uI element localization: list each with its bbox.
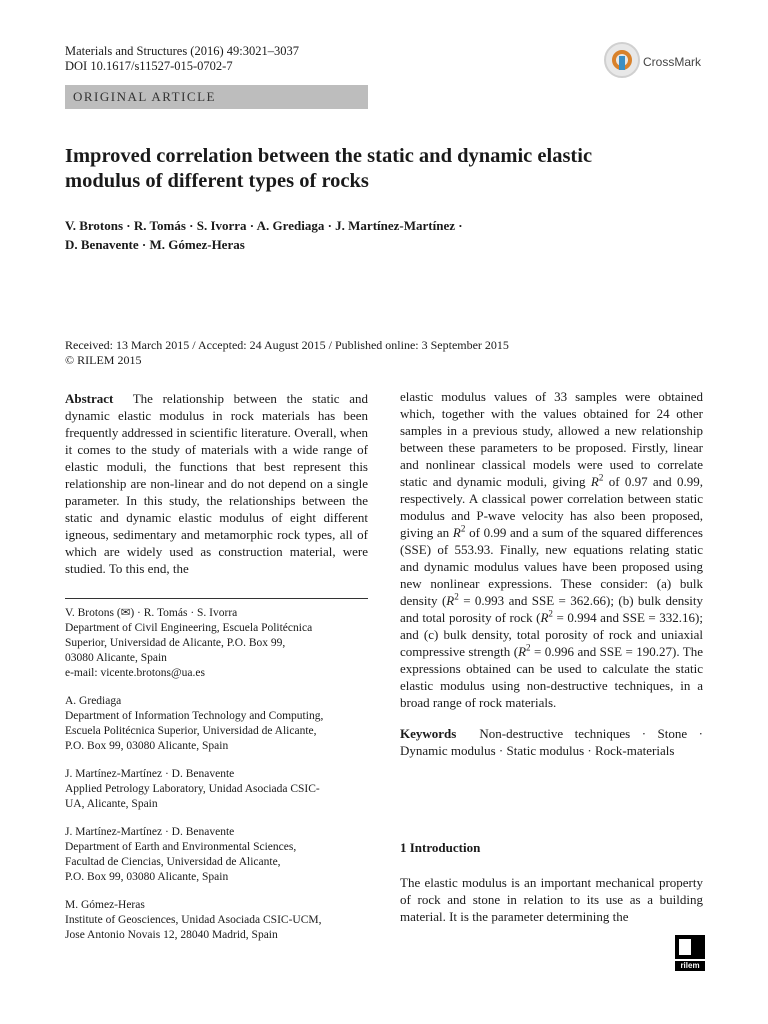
abstract-left-column bbox=[65, 390, 368, 577]
affiliation-line: P.O. Box 99, 03080 Alicante, Spain bbox=[65, 740, 229, 752]
affiliation-line: A. Grediaga bbox=[65, 695, 122, 707]
affiliation-line: M. Gómez-Heras bbox=[65, 899, 145, 911]
affiliation-line: Jose Antonio Novais 12, 28040 Madrid, Spain bbox=[65, 929, 278, 941]
journal-citation: Materials and Structures (2016) 49:3021–3037 bbox=[65, 44, 299, 58]
affiliation-line: Applied Petrology Laboratory, Unidad Asociada CSIC- bbox=[65, 783, 320, 795]
affiliation-block bbox=[65, 694, 368, 754]
affiliation-line: Escuela Politécnica Superior, Universidad de Alicante, bbox=[65, 725, 317, 737]
affiliation-line: Department of Information Technology and Computing, bbox=[65, 710, 324, 722]
affiliation-line: Facultad de Ciencias, Universidad de Alicante, bbox=[65, 856, 281, 868]
keywords-label: Keywords bbox=[400, 726, 457, 741]
abstract-right-column bbox=[400, 388, 703, 759]
affiliation-block bbox=[65, 606, 368, 681]
affiliation-line: J. Martínez-Martínez · D. Benavente bbox=[65, 768, 235, 780]
abstract-text-left: The relationship between the static and dynamic elastic modulus in rock materials has been frequently addressed in scientific literature. Overall, when it comes to the study of materials with a wide range of elastic moduli, the functions that best represent this relationship are non-linear and do not depend on a single parameter. In this study, the relationships between the static and dynamic elastic modulus of eight different igneous, sedimentary and metamorphic rock types, all of which are widely used as construction material, were studied. To this end, the bbox=[65, 391, 369, 576]
copyright-line: © RILEM 2015 bbox=[65, 353, 142, 367]
affiliation-line: Superior, Universidad de Alicante, P.O. Box 99, bbox=[65, 637, 286, 649]
section-heading-introduction: 1 Introduction bbox=[400, 840, 481, 855]
affiliations bbox=[65, 606, 368, 956]
affiliation-line: V. Brotons (✉) · R. Tomás · S. Ivorra bbox=[65, 607, 238, 619]
crossmark-icon bbox=[604, 42, 640, 78]
journal-header bbox=[65, 44, 299, 74]
rilem-logo: rilem bbox=[675, 935, 705, 971]
affiliation-line: UA, Alicante, Spain bbox=[65, 798, 158, 810]
authors-line-2: D. Benavente · M. Gómez-Heras bbox=[65, 237, 245, 252]
affiliation-line: J. Martínez-Martínez · D. Benavente bbox=[65, 826, 235, 838]
authors-line-1: V. Brotons · R. Tomás · S. Ivorra · A. Grediaga · J. Martínez-Martínez · bbox=[65, 218, 463, 233]
affiliation-block bbox=[65, 825, 368, 885]
affiliation-line: Department of Civil Engineering, Escuela Politécnica bbox=[65, 622, 313, 634]
affiliation-line: Department of Earth and Environmental Sciences, bbox=[65, 841, 297, 853]
affiliation-line: 03080 Alicante, Spain bbox=[65, 652, 167, 664]
paper-title bbox=[65, 144, 705, 194]
publication-dates bbox=[65, 338, 705, 368]
crossmark-badge[interactable] bbox=[604, 42, 724, 82]
title-line-1: Improved correlation between the static and dynamic elastic bbox=[65, 145, 593, 167]
keywords-text: Non-destructive techniques · Stone · Dynamic modulus · Static modulus · Rock-materials bbox=[400, 726, 703, 758]
abstract-continuation: elastic modulus values of 33 samples were obtained which, together with the values obtained for 24 other samples in a previous study, allowed a new relationship between these parameters to be proposed. Firstly, linear and nonlinear classical models were used to correlate static and dynamic moduli, giving $R^2$ of 0.97 and 0.99, respectively. A classical power correlation between static modulus and P-wave velocity has also been proposed, giving an $R^2$ of 0.99 and a sum of the squared differences (SSE) of 553.93. Finally, new equations relating static and dynamic modulus values have been proposed using new nonlinear expressions. These consider: (a) bulk density ($R^2 = 0.993$ and SSE = 362.66); (b) bulk density and total porosity of rock ($R^2 = 0.994$ and SSE = 332.16); and (c) bulk density, total porosity of rock and uniaxial compressive strength ($R^2 = 0.996$ and SSE = 190.27). The expressions obtained can be used to calculate the static elastic modulus using non-destructive techniques, in a broad range of rock materials. bbox=[400, 389, 703, 710]
introduction-text: The elastic modulus is an important mechanical property of rock and stone in relation to its use as a building material. It is the parameter determining the bbox=[400, 875, 703, 924]
footnote-divider bbox=[65, 598, 368, 599]
affiliation-block bbox=[65, 767, 368, 812]
abstract-label: Abstract bbox=[65, 391, 114, 406]
affiliation-block bbox=[65, 898, 368, 943]
crossmark-label: CrossMark bbox=[643, 55, 702, 69]
email-link[interactable]: e-mail: vicente.brotons@ua.es bbox=[65, 667, 205, 679]
affiliation-line: P.O. Box 99, 03080 Alicante, Spain bbox=[65, 871, 229, 883]
author-list bbox=[65, 216, 705, 254]
doi-link[interactable]: DOI 10.1617/s11527-015-0702-7 bbox=[65, 59, 233, 73]
title-line-2: modulus of different types of rocks bbox=[65, 170, 369, 192]
keywords bbox=[400, 725, 703, 759]
affiliation-line: Institute of Geosciences, Unidad Asociada CSIC-UCM, bbox=[65, 914, 322, 926]
dates-line: Received: 13 March 2015 / Accepted: 24 August 2015 / Published online: 3 September 2015 bbox=[65, 338, 509, 352]
article-type-banner: ORIGINAL ARTICLE bbox=[65, 85, 368, 109]
abstract-paragraph bbox=[65, 390, 368, 577]
